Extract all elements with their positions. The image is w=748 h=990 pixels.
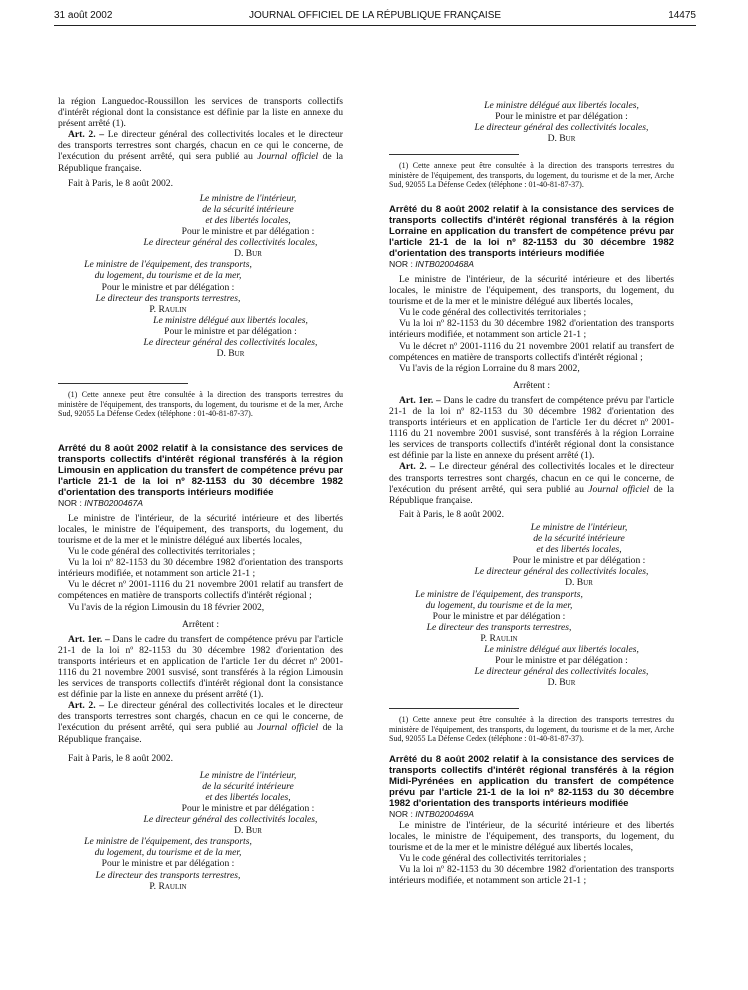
signature-name: D. Bur — [234, 825, 262, 837]
visa-paragraph: Vu le décret nº 2001-1116 du 21 novembre 2001 relatif au transfert de compétences en matière de transports collectifs d'intérêt régional ; — [58, 579, 343, 602]
signature-line: Le directeur général des collectivités locales, — [143, 336, 318, 348]
signature-line: du logement, du tourisme et de la mer, — [94, 270, 242, 282]
signature-line: et des libertés locales, — [536, 544, 622, 556]
article-2 — [58, 129, 343, 173]
signature-line: Le directeur des transports terrestres, — [95, 292, 241, 304]
signature-line: Le ministre de l'intérieur, — [199, 769, 297, 781]
visa-paragraph: Vu l'avis de la région Limousin du 18 février 2002, — [68, 601, 265, 613]
journal-ref: Journal officiel — [588, 483, 650, 495]
footnote-rule — [58, 383, 188, 384]
signature-name: P. Raulin — [480, 632, 518, 644]
signature-line: Pour le ministre et par délégation : — [101, 281, 235, 293]
visa-paragraph: Vu la loi nº 82-1153 du 30 décembre 1982 d'orientation des transports intérieurs modifiée, et notamment son article 21-1 ; — [389, 864, 674, 887]
article-text-end: de la République française. — [58, 151, 343, 174]
signature-line: Le directeur général des collectivités locales, — [474, 666, 649, 678]
signature-name: D. Bur — [547, 133, 576, 145]
signature-line: Le ministre de l'intérieur, — [530, 521, 628, 533]
article-label: Art. 1er. – — [68, 633, 110, 645]
signature-block — [58, 193, 343, 260]
visa-paragraph: Le ministre de l'intérieur, de la sécurité intérieure et des libertés locales, le ministre de l'équipement, des transports, du logement, du tourisme et de la mer et le ministre délégué aux libertés locales, — [58, 512, 343, 546]
article-1 — [389, 395, 674, 462]
right-column — [389, 100, 674, 887]
signature-line: Pour le ministre et par délégation : — [512, 555, 646, 567]
article-label: Art. 2. – — [68, 700, 105, 712]
signature-line: de la sécurité intérieure — [202, 203, 294, 215]
nor-value: INTB0200468A — [415, 258, 475, 269]
article-text-end: de la République française. — [389, 483, 674, 506]
signature-line: Pour le ministre et par délégation : — [495, 111, 628, 123]
arretent: Arrêtent : — [181, 618, 220, 630]
signature-block — [389, 589, 674, 644]
article-text: Le directeur général des collectivités locales et le directeur des transports terrestres sont chargés, chacun en ce qui le concerne, de l'exécution du présent arrêté, qui sera publié au — [58, 129, 343, 163]
signature-name: D. Bur — [565, 577, 593, 589]
signature-line: Le directeur général des collectivités locales, — [474, 566, 649, 578]
signature-name: D. Bur — [234, 248, 262, 260]
signature-line: Le ministre de l'équipement, des transports, — [415, 588, 583, 600]
signature-line: du logement, du tourisme et de la mer, — [94, 847, 242, 859]
journal-ref: Journal officiel — [257, 722, 319, 734]
nor-label: NOR : — [58, 497, 85, 508]
signature-line: du logement, du tourisme et de la mer, — [425, 599, 573, 611]
footnote: (1) Cette annexe peut être consultée à la direction des transports terrestres du ministère de l'équipement, des transports, du logement, du tourisme et de la mer, Arche Sud, 92055 La Défense Cedex (téléphone : 01-40-81-87-37). — [389, 161, 674, 190]
article-1 — [58, 634, 343, 701]
visa-paragraph: Vu le code général des collectivités territoriales ; — [399, 853, 587, 865]
signature-block — [389, 522, 674, 589]
header-rule — [54, 25, 696, 26]
signature-block — [389, 644, 674, 688]
signature-block — [58, 259, 343, 314]
signature-line: de la sécurité intérieure — [533, 533, 625, 545]
signature-line: Le directeur général des collectivités locales, — [143, 237, 318, 249]
signature-line: Le ministre délégué aux libertés locales, — [153, 314, 308, 326]
signature-line: Le directeur des transports terrestres, — [426, 621, 572, 633]
signature-line: Pour le ministre et par délégation : — [164, 325, 297, 337]
article-text: Dans le cadre du transfert de compétence prévu par l'article 21-1 de la loi nº 82-1153 du 30 décembre 1982 d'orientation des transports intérieurs et en application de l'article 1er du décret nº 2001-1116 du 21 novembre 2001 susvisé, sont transférés à la région Limousin les services de transports collectifs d'intérêt régional dont la consistance est définie par la liste en annexe du présent arrêté (1). — [58, 633, 343, 701]
left-column — [58, 96, 343, 892]
journal-ref: Journal officiel — [257, 151, 319, 163]
signature-block — [58, 770, 343, 837]
article-text: Dans le cadre du transfert de compétence prévu par l'article 21-1 de la loi nº 82-1153 du 30 décembre 1982 d'orientation des transports intérieurs et en application de l'article 1er du décret nº 2001-1116 du 21 novembre 2001 susvisé, sont transférés à la région Lorraine les services de transports collectifs d'intérêt régional dont la consistance est définie par la liste en annexe du présent arrêté (1). — [389, 394, 674, 462]
signature-block — [58, 836, 343, 891]
visa-paragraph: Le ministre de l'intérieur, de la sécurité intérieure et des libertés locales, le ministre de l'équipement, des transports, du logement, du tourisme et de la mer et le ministre délégué aux libertés locales, — [389, 819, 674, 854]
footnote: (1) Cette annexe peut être consultée à la direction des transports terrestres du ministère de l'équipement, des transports, du logement, du tourisme et de la mer, Arche Sud, 92055 La Défense Cedex (téléphone : 01-40-81-87-37). — [389, 715, 674, 744]
signature-line: Le ministre délégué aux libertés locales, — [484, 100, 639, 111]
signature-line: Le ministre de l'intérieur, — [199, 192, 297, 204]
signature-name: D. Bur — [547, 677, 576, 689]
visa-paragraph: Vu le décret nº 2001-1116 du 21 novembre 2001 relatif au transfert de compétences en matière de transports collectifs d'intérêt régional ; — [389, 340, 674, 363]
fait-line: Fait à Paris, le 8 août 2002. — [68, 752, 173, 764]
footnote: (1) Cette annexe peut être consultée à la direction des transports terrestres du ministère de l'équipement, des transports, du logement, du tourisme et de la mer, Arche Sud, 92055 La Défense Cedex (téléphone : 01-40-81-87-37). — [58, 390, 343, 419]
signature-name: P. Raulin — [149, 303, 187, 315]
signature-name: P. Raulin — [149, 880, 187, 892]
decree-title: Arrêté du 8 août 2002 relatif à la consistance des services de transports collectifs d'intérêt régional transférés à la région Midi-Pyrénées en application du transfert de compétence prévu par l'article 21-1 de la loi nº 82-1153 du 30 décembre 1982 d'orientation des transports intérieurs modifiée — [389, 753, 674, 809]
signature-line: Pour le ministre et par délégation : — [181, 226, 315, 238]
signature-line: Le directeur général des collectivités locales, — [474, 122, 649, 134]
signature-line: et des libertés locales, — [205, 791, 291, 803]
fait-line: Fait à Paris, le 8 août 2002. — [68, 177, 173, 189]
signature-line: Le ministre délégué aux libertés locales, — [484, 643, 639, 655]
signature-line: Pour le ministre et par délégation : — [101, 858, 235, 870]
nor-reference — [389, 259, 674, 270]
signature-line: et des libertés locales, — [205, 214, 291, 226]
page-header — [54, 10, 696, 26]
nor-value: INTB0200467A — [84, 497, 144, 508]
article-text-end: de la République française. — [58, 722, 343, 745]
decree-title: Arrêté du 8 août 2002 relatif à la consistance des services de transports collectifs d'intérêt régional transférés à la région Limousin en application du transfert de compétence prévu par l'article 21-1 de la loi nº 82-1153 du 30 décembre 1982 d'orientation des transports intérieurs modifiée — [58, 442, 343, 498]
visa-paragraph: Vu le code général des collectivités territoriales ; — [68, 546, 256, 558]
signature-name: D. Bur — [216, 348, 245, 360]
signature-block — [58, 315, 343, 359]
nor-label: NOR : — [389, 258, 416, 269]
article-label: Art. 2. – — [399, 461, 436, 473]
signature-line: Le ministre de l'équipement, des transports, — [84, 259, 252, 271]
nor-reference — [58, 498, 343, 509]
signature-line: Le directeur des transports terrestres, — [95, 869, 241, 881]
footnote-rule — [389, 154, 519, 155]
signature-line: Pour le ministre et par délégation : — [495, 655, 628, 667]
visa-paragraph: Vu la loi nº 82-1153 du 30 décembre 1982 d'orientation des transports intérieurs modifiée, et notamment son article 21-1 ; — [389, 318, 674, 341]
header-page-number: 14475 — [668, 10, 696, 21]
visa-paragraph: Vu le code général des collectivités territoriales ; — [399, 307, 587, 319]
article-label: Art. 1er. – — [399, 394, 441, 406]
header-date: 31 août 2002 — [54, 10, 113, 21]
signature-line: Pour le ministre et par délégation : — [432, 610, 566, 622]
article-2 — [58, 700, 343, 744]
decree-title: Arrêté du 8 août 2002 relatif à la consistance des services de transports collectifs d'intérêt régional transférés à la région Lorraine en application du transfert de compétence prévu par l'article 21-1 de la loi nº 82-1153 du 30 décembre 1982 d'orientation des transports intérieurs modifiée — [389, 203, 674, 259]
fait-line: Fait à Paris, le 8 août 2002. — [399, 508, 504, 520]
signature-line: Pour le ministre et par délégation : — [181, 803, 315, 814]
article-label: Art. 2. – — [68, 129, 105, 141]
arretent: Arrêtent : — [512, 379, 551, 391]
article-2 — [389, 461, 674, 505]
header-journal-title: JOURNAL OFFICIEL DE LA RÉPUBLIQUE FRANÇAISE — [248, 10, 502, 21]
visa-paragraph: Vu l'avis de la région Lorraine du 8 mars 2002, — [399, 362, 580, 374]
signature-line: Le ministre de l'équipement, des transports, — [84, 836, 252, 848]
visa-paragraph: Vu la loi nº 82-1153 du 30 décembre 1982 d'orientation des transports intérieurs modifiée, et notamment son article 21-1 ; — [58, 557, 343, 580]
signature-line: Le directeur général des collectivités locales, — [143, 814, 318, 826]
signature-line: de la sécurité intérieure — [202, 780, 294, 792]
signature-block — [389, 100, 674, 144]
visa-paragraph: Le ministre de l'intérieur, de la sécurité intérieure et des libertés locales, le ministre de l'équipement, des transports, du logement, du tourisme et de la mer et le ministre délégué aux libertés locales, — [389, 273, 674, 308]
nor-value: INTB0200469A — [415, 808, 475, 819]
footnote-rule — [389, 708, 519, 709]
article-text: Le directeur général des collectivités locales et le directeur des transports terrestres sont chargés, chacun en ce qui le concerne, de l'exécution du présent arrêté, qui sera publié au — [58, 700, 343, 734]
article-text: Le directeur général des collectivités locales et le directeur des transports terrestres sont chargés, chacun en ce qui le concerne, de l'exécution du présent arrêté, qui sera publié au — [389, 461, 674, 495]
nor-label: NOR : — [389, 808, 416, 819]
paragraph: la région Languedoc-Roussillon les services de transports collectifs d'intérêt régional dont la consistance est définie par la liste en annexe du présent arrêté (1). — [58, 96, 343, 130]
nor-reference — [389, 809, 674, 820]
